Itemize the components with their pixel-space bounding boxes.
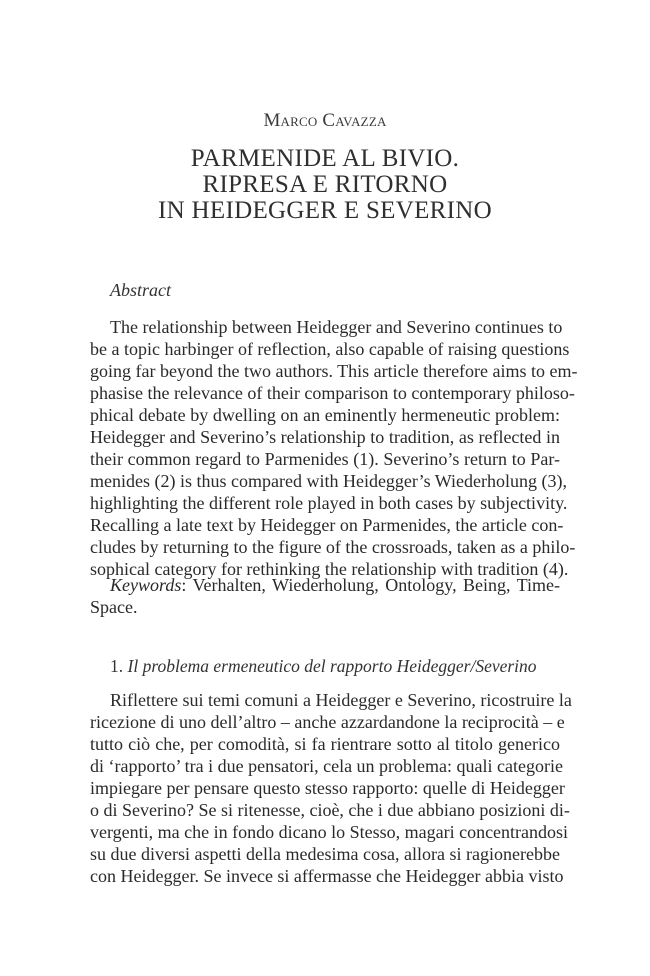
section-body bbox=[90, 689, 572, 887]
body-line: impiegare per pensare questo stesso rapporto: quelle di Heidegger bbox=[90, 778, 565, 798]
body-line: tutto ciò che, per comodità, si fa rientrare sotto al titolo generico bbox=[90, 734, 560, 754]
abstract-line: Heidegger and Severino’s relationship to tradition, as reflected in bbox=[90, 427, 560, 447]
section-number: 1. bbox=[110, 656, 124, 676]
keywords-line: Space. bbox=[90, 597, 138, 617]
abstract-line: their common regard to Parmenides (1). Severino’s return to Par- bbox=[90, 449, 560, 469]
abstract-body bbox=[90, 316, 578, 580]
section-heading bbox=[110, 656, 537, 677]
abstract-line: going far beyond the two authors. This article therefore aims to em- bbox=[90, 361, 578, 381]
title-line: RIPRESA E RITORNO bbox=[202, 171, 448, 198]
keywords-list: : Verhalten, Wiederholung, Ontology, Being, Time- bbox=[181, 575, 560, 595]
abstract-line: phical debate by dwelling on an eminently hermeneutic problem: bbox=[90, 405, 560, 425]
author-name: Marco Cavazza bbox=[263, 110, 387, 131]
title-line: IN HEIDEGGER E SEVERINO bbox=[158, 197, 492, 224]
abstract-line: The relationship between Heidegger and Severino continues to bbox=[110, 317, 563, 337]
body-line: o di Severino? Se si ritenesse, cioè, che i due abbiano posizioni di- bbox=[90, 800, 570, 820]
body-line: Riflettere sui temi comuni a Heidegger e Severino, ricostruire la bbox=[110, 690, 572, 710]
body-line: vergenti, ma che in fondo dicano lo Stesso, magari concentrandosi bbox=[90, 822, 569, 842]
abstract-line: highlighting the different role played in both cases by subjectivity. bbox=[90, 493, 568, 513]
abstract-line: phasise the relevance of their comparison to contemporary philoso- bbox=[90, 383, 575, 403]
body-line: ricezione di uno dell’altro – anche azzardandone la reciprocità – e bbox=[90, 712, 565, 732]
article-title bbox=[90, 146, 560, 224]
section-title: Il problema ermeneutico del rapporto Heidegger/Severino bbox=[127, 656, 537, 676]
body-line: con Heidegger. Se invece si affermasse che Heidegger abbia visto bbox=[90, 866, 564, 886]
body-line: su due diversi aspetti della medesima cosa, allora si ragionerebbe bbox=[90, 844, 560, 864]
abstract-line: cludes by returning to the figure of the crossroads, taken as a philo- bbox=[90, 537, 576, 557]
title-line: PARMENIDE AL BIVIO. bbox=[190, 145, 460, 172]
abstract-line: Recalling a late text by Heidegger on Parmenides, the article con- bbox=[90, 515, 564, 535]
keywords-line bbox=[90, 574, 560, 596]
keywords-label: Keywords bbox=[110, 575, 182, 595]
keywords bbox=[90, 574, 560, 618]
abstract-line: menides (2) is thus compared with Heidegger’s Wiederholung (3), bbox=[90, 471, 567, 491]
abstract-heading: Abstract bbox=[110, 280, 171, 300]
body-line: di ‘rapporto’ tra i due pensatori, cela un problema: quali categorie bbox=[90, 756, 563, 776]
abstract-line: sophical category for rethinking the relationship with tradition (4). bbox=[90, 559, 569, 579]
abstract-line: be a topic harbinger of reflection, also capable of raising questions bbox=[90, 339, 570, 359]
